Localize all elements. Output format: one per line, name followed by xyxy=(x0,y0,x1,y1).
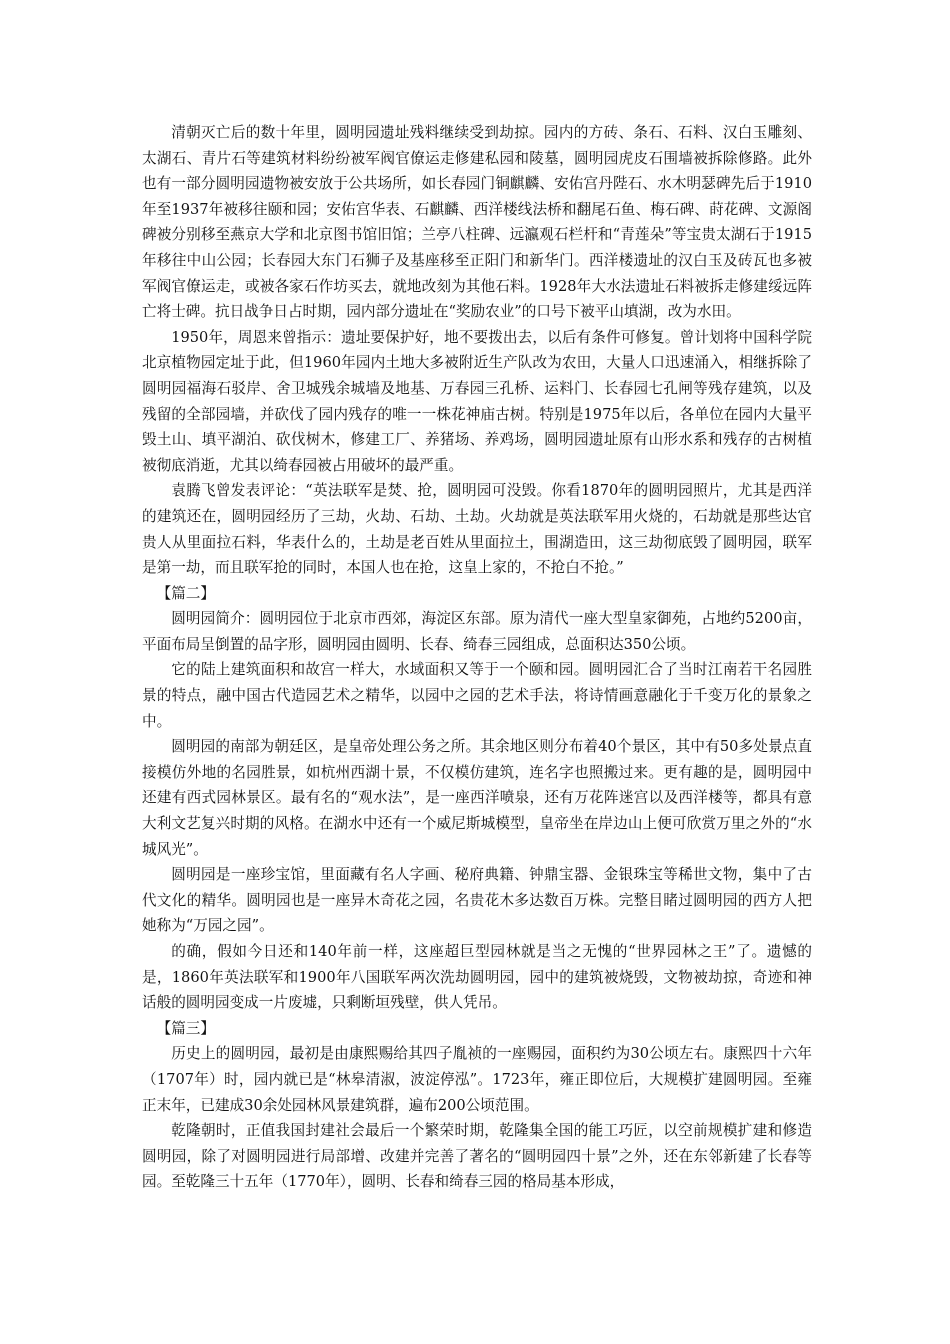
paragraph-yuan-tengfei-comment: 袁腾飞曾发表评论：“英法联军是焚、抢，圆明园可没毁。你看1870年的圆明园照片，尤其是西洋的建筑还在，圆明园经历了三劫，火劫、石劫、土劫。火劫就是英法联军用火烧的，石劫就是那些达官贵人从里面拉石料，华表什么的，土劫是老百姓从里面拉土，围湖造田，这三劫彻底毁了圆明园，联军是第一劫，而且联军抢的同时，本国人也在抢，这皇上家的，不抢白不抢。” xyxy=(142,482,812,577)
paragraph-kangxi-history: 历史上的圆明园，最初是由康熙赐给其四子胤祯的一座赐园，面积约为30公顷左右。康熙四十六年（1707年）时，园内就已是“林皋清淑，波淀停泓”。1723年，雍正即位后，大规模扩建圆明园。至雍正末年，已建成30余处园林风景建筑群，遍布200公顷范围。 xyxy=(142,1045,812,1114)
paragraph-1950-instructions: 1950年，周恩来曾指示：遗址要保护好，地不要拨出去，以后有条件可修复。曾计划将中国科学院北京植物园定址于此，但1960年园内土地大多被附近生产队改为农田，大量人口迅速涌入，相继拆除了圆明园福海石驳岸、舍卫城残余城墙及地基、万春园三孔桥、运料门、长春园七孔闸等残存建筑，以及残留的全部园墙，并砍伐了园内残存的唯一一株花神庙古树。特别是1975年以后，各单位在园内大量平毁土山、填平湖泊、砍伐树木，修建工厂、养猪场、养鸡场，圆明园遗址原有山形水系和残存的古树植被彻底消逝，尤其以绮春园被占用破坏的最严重。 xyxy=(142,328,812,474)
document-body xyxy=(142,120,812,1195)
paragraph-southern-court: 圆明园的南部为朝廷区，是皇帝处理公务之所。其余地区则分布着40个景区，其中有50多处景点直接模仿外地的名园胜景，如杭州西湖十景，不仅模仿建筑，连名字也照搬过来。更有趣的是，圆明园中还建有西式园林景区。最有名的“观水法”，是一座西洋喷泉，还有万花阵迷宫以及西洋楼等，都具有意大利文艺复兴时期的风格。在湖水中还有一个威尼斯城模型，皇帝坐在岸边山上便可欣赏万里之外的“水城风光”。 xyxy=(142,738,812,858)
paragraph-intro: 圆明园简介：圆明园位于北京市西郊，海淀区东部。原为清代一座大型皇家御苑，占地约5200亩，平面布局呈倒置的品字形，圆明园由圆明、长春、绮春三园组成，总面积达350公顷。 xyxy=(142,610,812,653)
paragraph-qianlong-expansion: 乾隆朝时，正值我国封建社会最后一个繁荣时期，乾隆集全国的能工巧匠，以空前规模扩建和修造圆明园，除了对圆明园进行局部增、改建并完善了著名的“圆明园四十景”之外，还在东邻新建了长春等园。至乾隆三十五年（1770年），圆明、长春和绮春三园的格局基本形成， xyxy=(142,1122,812,1191)
section-heading-part-two: 【篇二】 xyxy=(156,584,215,602)
paragraph-garden-king: 的确，假如今日还和140年前一样，这座超巨型园林就是当之无愧的“世界园林之王”了。遗憾的是，1860年英法联军和1900年八国联军两次洗劫圆明园，园中的建筑被烧毁，文物被劫掠，奇迹和神话般的圆明园变成一片废墟，只剩断垣残壁，供人凭吊。 xyxy=(142,943,812,1012)
paragraph-land-area: 它的陆上建筑面积和故宫一样大，水域面积又等于一个颐和园。圆明园汇合了当时江南若干名园胜景的特点，融中国古代造园艺术之精华，以园中之园的艺术手法，将诗情画意融化于千变万化的景象之中。 xyxy=(142,661,812,730)
section-heading-part-three: 【篇三】 xyxy=(156,1019,215,1037)
paragraph-looting-after-qing: 清朝灭亡后的数十年里，圆明园遗址残料继续受到劫掠。园内的方砖、条石、石料、汉白玉雕刻、太湖石、青片石等建筑材料纷纷被军阀官僚运走修建私园和陵墓，圆明园虎皮石围墙被拆除修路。此外也有一部分圆明园遗物被安放于公共场所，如长春园门铜麒麟、安佑宫丹陛石、水木明瑟碑先后于1910年至1937年被移往颐和园；安佑宫华表、石麒麟、西洋楼线法桥和翻尾石鱼、梅石碑、莳花碑、文源阁碑被分别移至燕京大学和北京图书馆旧馆；兰亭八柱碑、远瀛观石栏杆和“青莲朵”等宝贵太湖石于1915年移往中山公园；长春园大东门石狮子及基座移至正阳门和新华门。西洋楼遗址的汉白玉及砖瓦也多被军阀官僚运走，或被各家石作坊买去，就地改刻为其他石料。1928年大水法遗址石料被拆走修建绥远阵亡将士碑。抗日战争日占时期，园内部分遗址在“奖励农业”的口号下被平山填湖，改为水田。 xyxy=(142,124,812,321)
paragraph-treasure-house: 圆明园是一座珍宝馆，里面藏有名人字画、秘府典籍、钟鼎宝器、金银珠宝等稀世文物，集中了古代文化的精华。圆明园也是一座异木奇花之园，名贵花木多达数百万株。完整目睹过圆明园的西方人把她称为“万园之园”。 xyxy=(142,866,812,935)
